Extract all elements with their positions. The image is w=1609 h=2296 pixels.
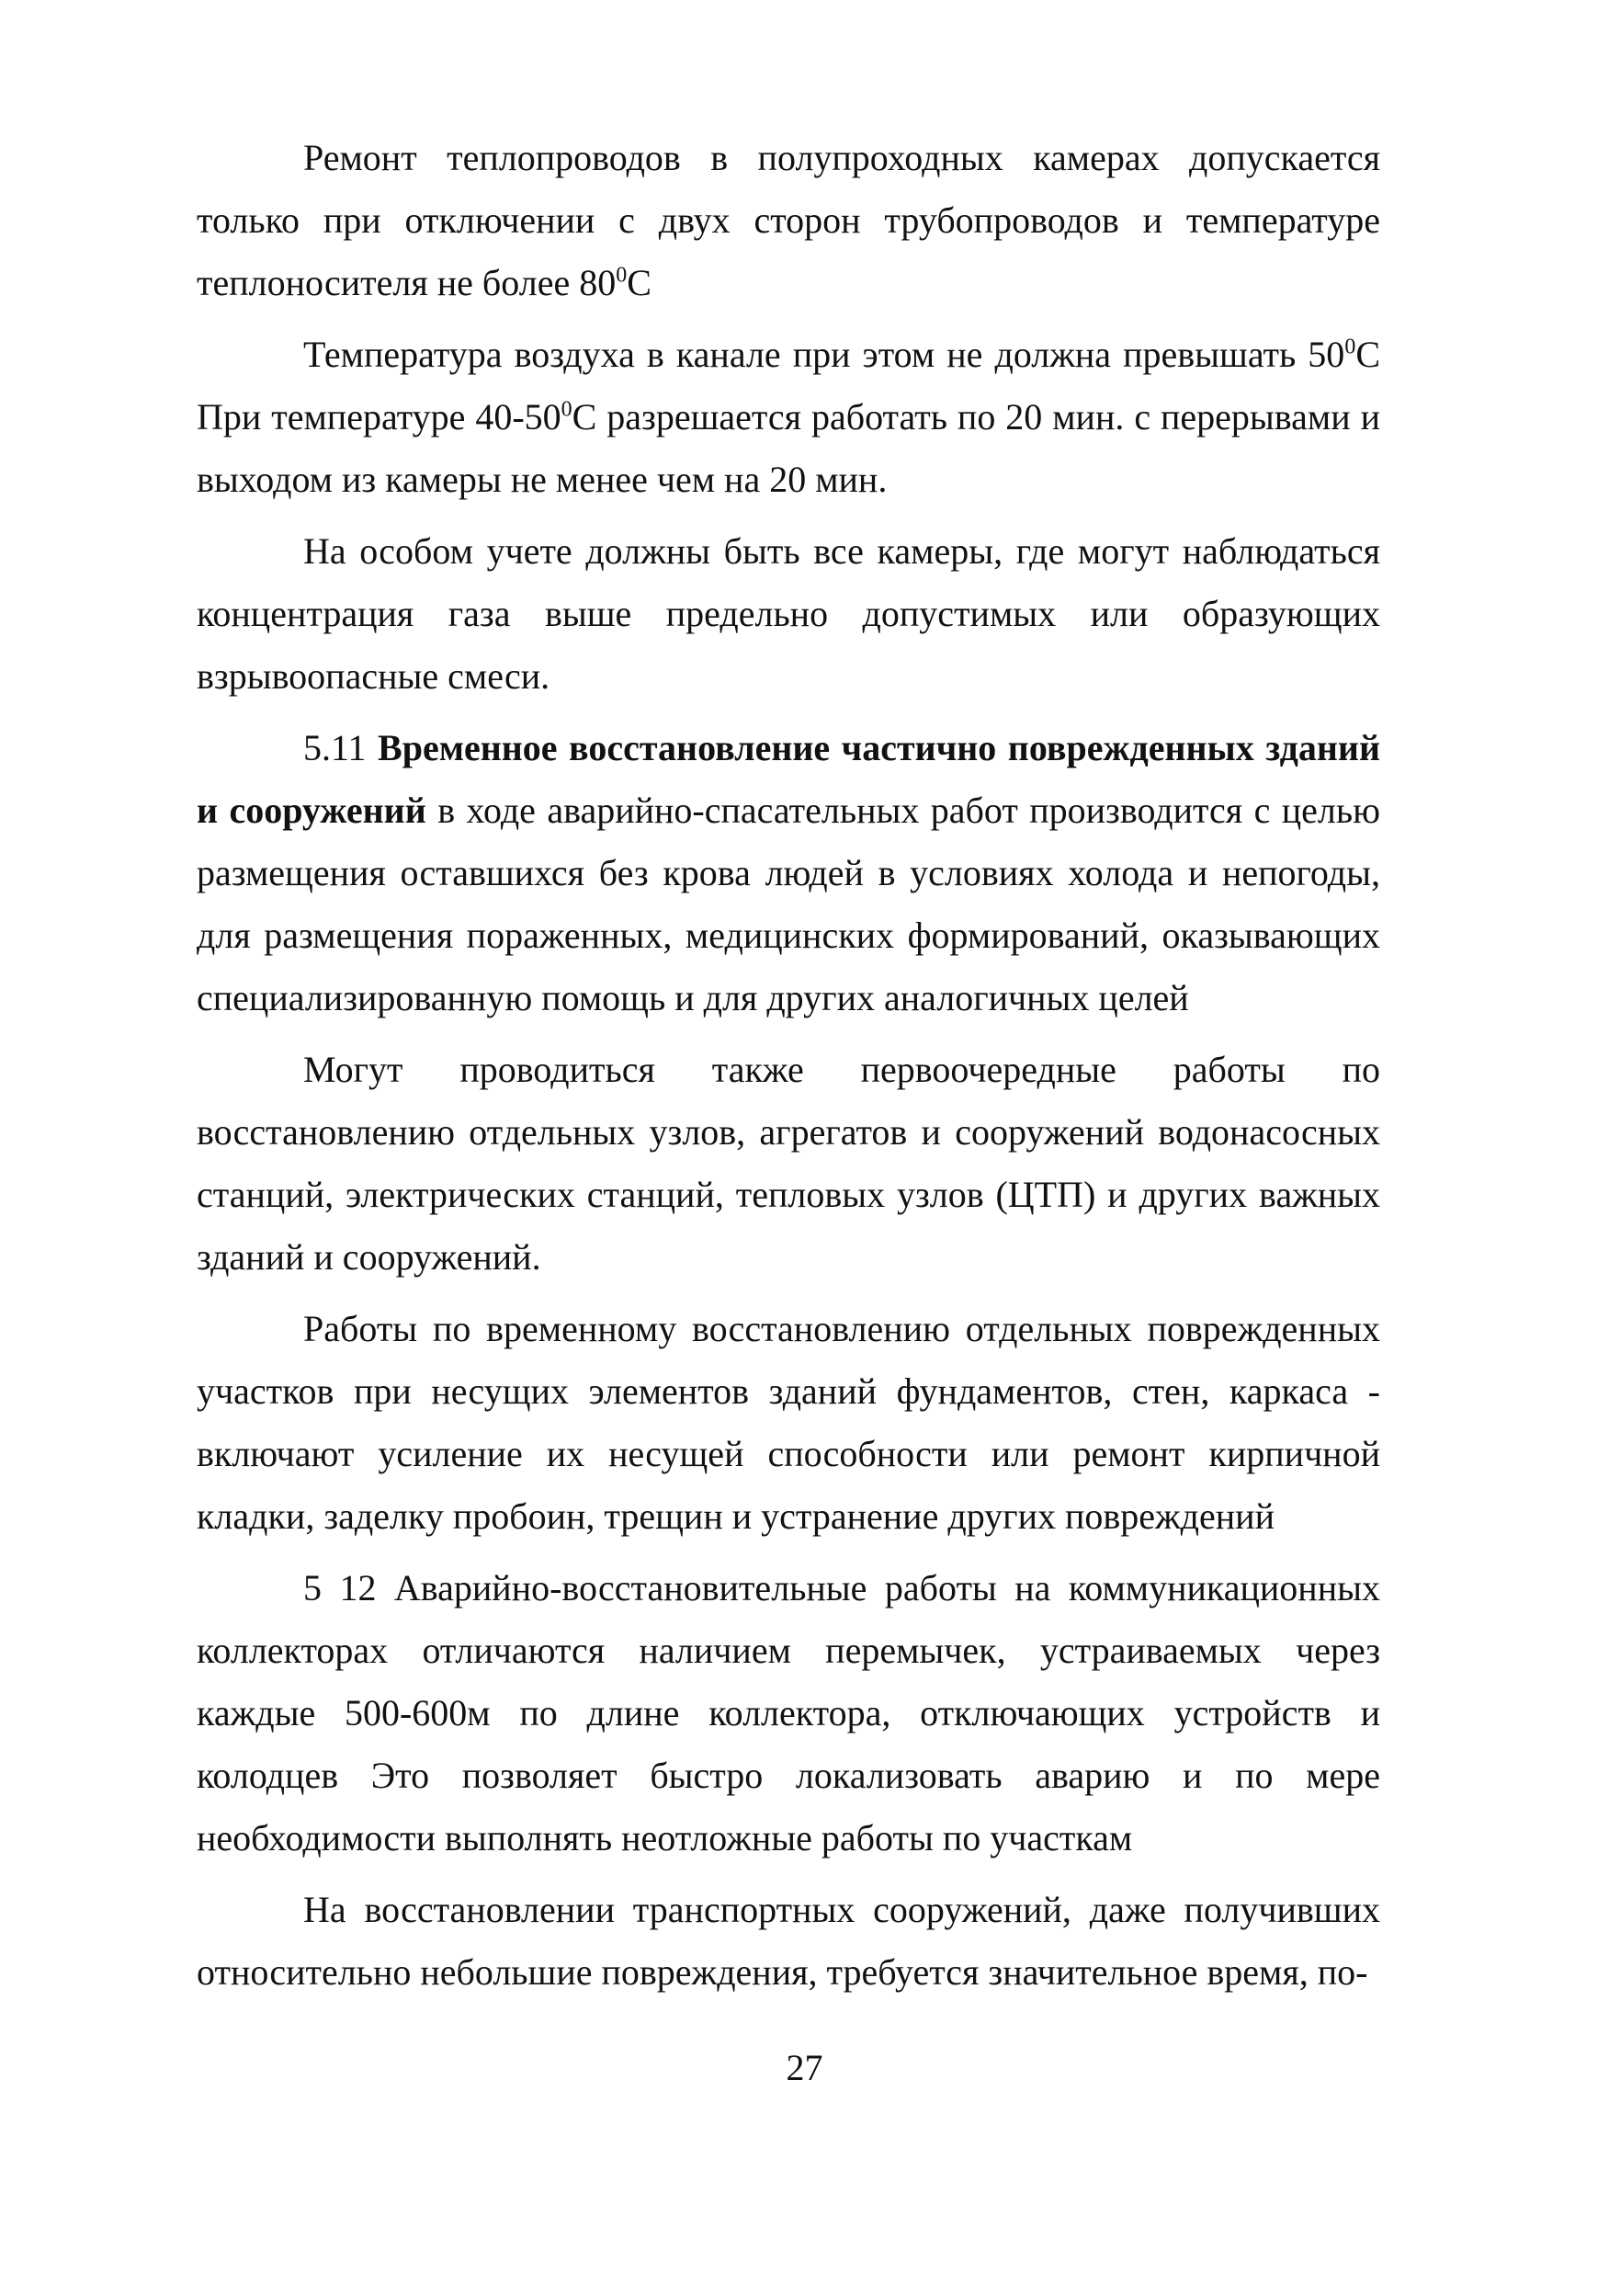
superscript-degree: 0	[616, 263, 628, 288]
superscript-degree: 0	[1344, 335, 1356, 359]
paragraph-text: 5 12 Аварийно-восстановительные работы на коммуникационных коллекторах отличаются наличием перемычек, устраиваемых через каждые 500-600м по длине коллектора, отключающих устройств и колодцев Это позволяет быстро локализовать аварию и по мере необходимости выполнять неотложные работы по участкам	[197, 1567, 1380, 1858]
paragraph-gas-chambers	[197, 520, 1380, 708]
paragraph-text: Могут проводиться также первоочередные работы по восстановлению отдельных узлов, агрегатов и сооружений водонасосных станций, электрических станций, тепловых узлов (ЦТП) и других важных зданий и сооружений.	[197, 1049, 1380, 1278]
body-text	[197, 127, 1380, 2013]
section-number: 5.11	[303, 727, 367, 768]
paragraph-section-5-12	[197, 1557, 1380, 1870]
paragraph-heat-pipe-repair	[197, 127, 1380, 314]
paragraph-section-5-11	[197, 717, 1380, 1029]
paragraph-text-tail: С	[627, 262, 652, 303]
paragraph-text-part1: Температура воздуха в канале при этом не должна превышать 50	[303, 334, 1345, 375]
section-heading-bold: Временное восстановление частично поврежденных зданий и сооружений	[197, 727, 1380, 831]
paragraph-text-part3: С разрешается работать по 20 мин. с перерывами и выходом из камеры не менее чем на 20 мин.	[197, 396, 1380, 500]
paragraph-text: в ходе аварийно-спасательных работ производится с целью размещения оставшихся без крова людей в условиях холода и непогоды, для размещения пораженных, медицинских формирований, оказывающих специализированную помощь и для других аналогичных целей	[197, 790, 1381, 1018]
paragraph-air-temperature	[197, 324, 1380, 511]
paragraph-text: На восстановлении транспортных сооружений, даже получивших относительно небольшие повреждения, требуется значительное время, по-	[197, 1889, 1380, 1993]
paragraph-temporary-restoration	[197, 1298, 1380, 1548]
paragraph-text: На особом учете должны быть все камеры, где могут наблюдаться концентрация газа выше предельно допустимых или образующих взрывоопасные смеси.	[197, 530, 1380, 697]
paragraph-priority-works	[197, 1039, 1380, 1289]
paragraph-text: Работы по временному восстановлению отдельных поврежденных участков при несущих элементов зданий фундаментов, стен, каркаса - включают усиление их несущей способности или ремонт кирпичной кладки, заделку пробоин, трещин и устранение других повреждений	[197, 1308, 1380, 1537]
paragraph-text-part2: С При температуре 40-50	[197, 334, 1380, 438]
superscript-degree: 0	[561, 397, 572, 422]
page-number: 27	[786, 2047, 823, 2088]
paragraph-transport-structures	[197, 1879, 1380, 2004]
paragraph-text: Ремонт теплопроводов в полупроходных камерах допускается только при отключении с двух сторон трубопроводов и температуре теплоносителя не более 80	[197, 137, 1380, 303]
